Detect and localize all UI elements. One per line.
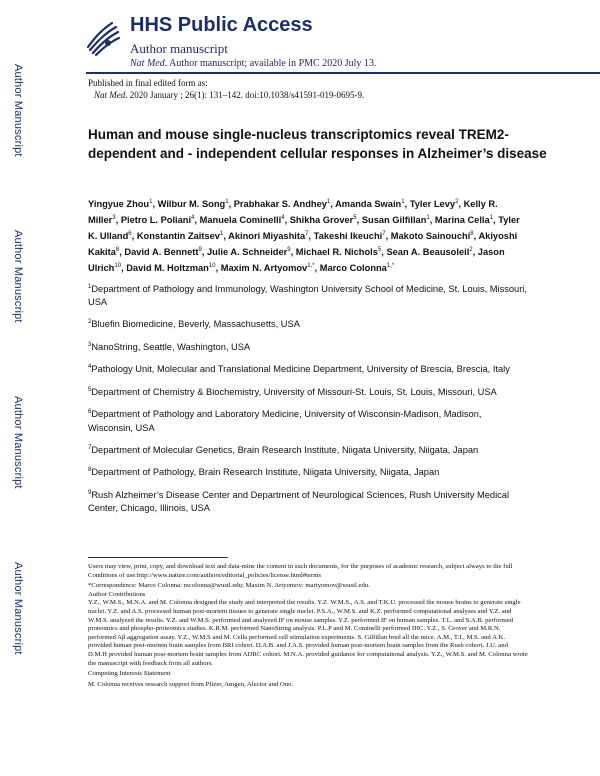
affiliation-item: [88, 361, 528, 376]
contributions-text: Y.Z., W.M.S., M.N.A. and M. Colonna designed the study and interpreted the results. Y.Z. W.M.S., A.S. and T.K.U. processed the mouse brains to generate single nuclei. Y.Z. and A.S. processed human post-mortem tissues to generate single nuclei. P.S.A., W.M.S. and K.Z. performed computational analyses and Y.Z. and W.M.S. analyzed the results. Y.Z. and W.M.S. performed and analyzed IF on mouse samples. Y.Z. performed IF on human samples. T.L. and S.A.B. performed proteomics and phospho-proteomics studies. K.R.M. performed NanoString analysis. P.L.P and M. Cominelli performed IHC. Y.Z., S. Grover and M.R.N. performed Aβ aggregation assay. Y.Z., W.M.S and M. Cella performed cell stimulation experiments. S. Gilfillan bred all the mice. A.M., T.I., M.S. and A.K. provided human post-mortem brain samples from BRI cohort. D.A.B. and J.A.S. provided human post-mortem brain samples from the Rush cohort. J.U. and D.M.H provided human post-mortem brain samples from ADRC cohort. M.N.A. provided guidance for computational analysis. Y.Z., W.M.S. and M. Colonna wrote the manuscript with feedback from all authors.: [88, 599, 528, 667]
author-name: Tyler K. Ulland: [88, 214, 520, 241]
author-name: David M. Holtzman: [126, 262, 209, 273]
author-name: Marina Cella: [434, 214, 490, 225]
journal-name: Nat Med: [130, 58, 165, 69]
author-affiliation-marker: 4: [281, 214, 285, 221]
author-affiliation-marker: 9: [198, 246, 202, 253]
footnotes: [88, 563, 528, 689]
header-divider: [86, 72, 600, 74]
author-name: David A. Bennett: [124, 246, 199, 257]
affiliation-item: [88, 316, 528, 331]
author-affiliation-marker: 1: [426, 214, 430, 221]
availability-note: [130, 58, 376, 69]
author-manuscript-subtitle: Author manuscript: [130, 41, 228, 56]
author-affiliation-marker: 1: [326, 199, 331, 205]
author-affiliation-marker: 1: [401, 199, 405, 205]
author-name: Makoto Sainouchi: [390, 230, 471, 241]
competing-interests-text: M. Colonna receives research support from Pfizer, Amgen, Alector and Ono.: [88, 680, 294, 688]
author-name: Wilbur M. Song: [157, 199, 226, 210]
publication-info: [88, 77, 364, 101]
affiliation-item: [88, 442, 528, 457]
sidebar-author-manuscript-label: Author Manuscript: [12, 230, 24, 323]
author-name: Yingyue Zhou: [88, 199, 150, 210]
author-affiliation-marker: 1,*: [386, 262, 395, 269]
author-name: Takeshi Ikeuchi: [313, 230, 383, 241]
author-name: Sean A. Beausoleil: [386, 246, 470, 257]
author-list: Yingyue Zhou$^1$, Wilbur M. Song$^1$, Prabhakar S. Andhey$^1$, Amanda Swain$^1$, Tyler Levy$^2$, Kelly R. Miller$^3$, Pietro L. Poliani$^4$, Manuela Cominelli$^4$, Shikha Grover$^5$, Susan Gilfillan$^1$, Marina Cella$^1$, Tyler K. Ulland$^6$, Konstantin Zaitsev$^1$, Akinori Miyashita$^7$, Takeshi Ikeuchi$^7$, Makoto Sainouchi$^8$, Akiyoshi Kakita$^8$, David A. Bennett$^9$, Julie A. Schneider$^9$, Michael R. Nichols$^5$, Sean A. Beausoleil$^2$, Jason Ulrich$^{10}$, David M. Holtzman$^{10}$, Maxim N. Artyomov$^{1,*}$, Marco Colonna$^{1,*}$: [88, 199, 520, 273]
author-name: Maxim N. Artyomov: [220, 262, 308, 273]
author-name: Prabhakar S. Andhey: [233, 199, 327, 210]
affiliation-text: Rush Alzheimer’s Disease Center and Department of Neurological Sciences, Rush University Medical Center, Chicago, Illinois, USA: [88, 489, 510, 513]
author-affiliation-marker: 7: [382, 230, 386, 237]
citation-line: [88, 89, 364, 101]
footnote-divider: [88, 557, 228, 558]
affiliation-text: Department of Pathology and Laboratory Medicine, University of Wisconsin-Madison, Madison, Wisconsin, USA: [88, 409, 482, 433]
author-name: Tyler Levy: [409, 199, 456, 210]
affiliation-number: 8: [88, 467, 92, 474]
author-affiliation-marker: 3: [112, 214, 116, 221]
affiliation-item: [88, 384, 528, 399]
sidebar-author-manuscript-label: Author Manuscript: [12, 396, 24, 489]
author-name: Konstantin Zaitsev: [136, 230, 220, 241]
author-name: Marco Colonna: [319, 262, 387, 273]
affiliation-number: 4: [88, 364, 92, 371]
competing-interests-heading: Competing Interests Statement: [88, 670, 171, 678]
author-affiliation-marker: 10: [208, 262, 216, 269]
author-name: Susan Gilfillan: [361, 214, 427, 225]
affiliations-list: [88, 281, 528, 522]
author-affiliation-marker: 1: [149, 199, 153, 205]
author-affiliation-marker: 1: [225, 199, 229, 205]
author-affiliation-marker: 6: [128, 230, 132, 237]
affiliation-item: [88, 464, 528, 479]
author-affiliation-marker: 1: [219, 230, 224, 237]
author-affiliation-marker: 1: [489, 214, 494, 221]
affiliation-text: Department of Pathology and Immunology, Washington University School of Medicine, St. Louis, Missouri, USA: [88, 284, 527, 308]
citation-journal: Nat Med: [94, 90, 126, 100]
affiliation-number: 6: [88, 409, 92, 416]
hhs-eagle-icon: [82, 17, 122, 57]
terms-of-use: Users may view, print, copy, and download text and data-mine the content in such documents, for the purposes of academic research, subject always to the full Conditions of use:http://www.nature.com/authors/editorial_policies/license.html#terms: [88, 563, 513, 579]
affiliation-item: [88, 281, 528, 309]
author-affiliation-marker: 8: [470, 230, 474, 237]
affiliation-number: 7: [88, 444, 92, 451]
author-name: Jason Ulrich: [88, 246, 505, 273]
author-affiliation-marker: 5: [377, 246, 382, 253]
affiliation-text: NanoString, Seattle, Washington, USA: [91, 342, 251, 353]
author-name: Amanda Swain: [335, 199, 402, 210]
article-title: Human and mouse single-nucleus transcriptomics reveal TREM2-dependent and - independent cellular responses in Alzheimer’s disease: [88, 127, 547, 161]
author-name: Pietro L. Poliani: [120, 214, 192, 225]
author-name: Michael R. Nichols: [295, 246, 378, 257]
author-affiliation-marker: 4: [191, 214, 195, 221]
hhs-public-access-title: HHS Public Access: [130, 14, 313, 36]
correspondence-note: *Correspondence: Marco Colonna: mcolonna@wustl.edu; Maxim N. Artyomov: martyomov@wustl.edu.: [88, 582, 370, 590]
author-name: Shikha Grover: [289, 214, 354, 225]
author-affiliation-marker: 2: [455, 199, 459, 205]
affiliation-number: 5: [88, 386, 92, 393]
affiliation-number: 9: [88, 489, 92, 496]
affiliation-text: Bluefin Biomedicine, Beverly, Massachusetts, USA: [91, 319, 300, 330]
author-affiliation-marker: 9: [287, 246, 291, 253]
affiliation-number: 1: [88, 284, 92, 290]
availability-text: . Author manuscript; available in PMC 2020 July 13.: [164, 58, 377, 69]
affiliation-number: 3: [88, 341, 92, 348]
affiliation-text: Department of Chemistry & Biochemistry, University of Missouri-St. Louis, St. Louis, Missouri, USA: [91, 387, 497, 398]
published-in-label: Published in final edited form as:: [88, 78, 208, 88]
affiliation-number: 2: [88, 319, 92, 326]
author-affiliation-marker: 7: [305, 230, 309, 237]
author-name: Akiyoshi Kakita: [88, 230, 518, 257]
sidebar-author-manuscript-label: Author Manuscript: [12, 562, 24, 655]
affiliation-item: [88, 487, 528, 515]
author-name: Kelly R. Miller: [88, 199, 498, 225]
citation-details: . 2020 January ; 26(1): 131–142. doi:10.1038/s41591-019-0695-9.: [125, 90, 365, 100]
author-name: Julie A. Schneider: [206, 246, 288, 257]
author-affiliation-marker: 5: [353, 214, 357, 221]
affiliation-item: [88, 339, 528, 354]
author-affiliation-marker: 2: [469, 246, 473, 253]
affiliation-text: Department of Molecular Genetics, Brain Research Institute, Niigata University, Niigata, Japan: [91, 445, 479, 455]
affiliation-text: Pathology Unit, Molecular and Translational Medicine Department, University of Brescia, Brescia, Italy: [91, 364, 510, 375]
author-name: Akinori Miyashita: [228, 230, 306, 241]
author-name: Manuela Cominelli: [199, 214, 282, 225]
author-affiliation-marker: 10: [114, 262, 122, 269]
sidebar-author-manuscript-label: Author Manuscript: [12, 64, 24, 157]
author-affiliation-marker: 8: [115, 246, 120, 253]
author-affiliation-marker: 1,*: [307, 262, 315, 269]
affiliation-item: [88, 406, 528, 434]
affiliation-text: Department of Pathology, Brain Research Institute, Niigata University, Niigata, Japan: [91, 467, 440, 478]
contributions-heading: Author Contributions: [88, 590, 146, 598]
